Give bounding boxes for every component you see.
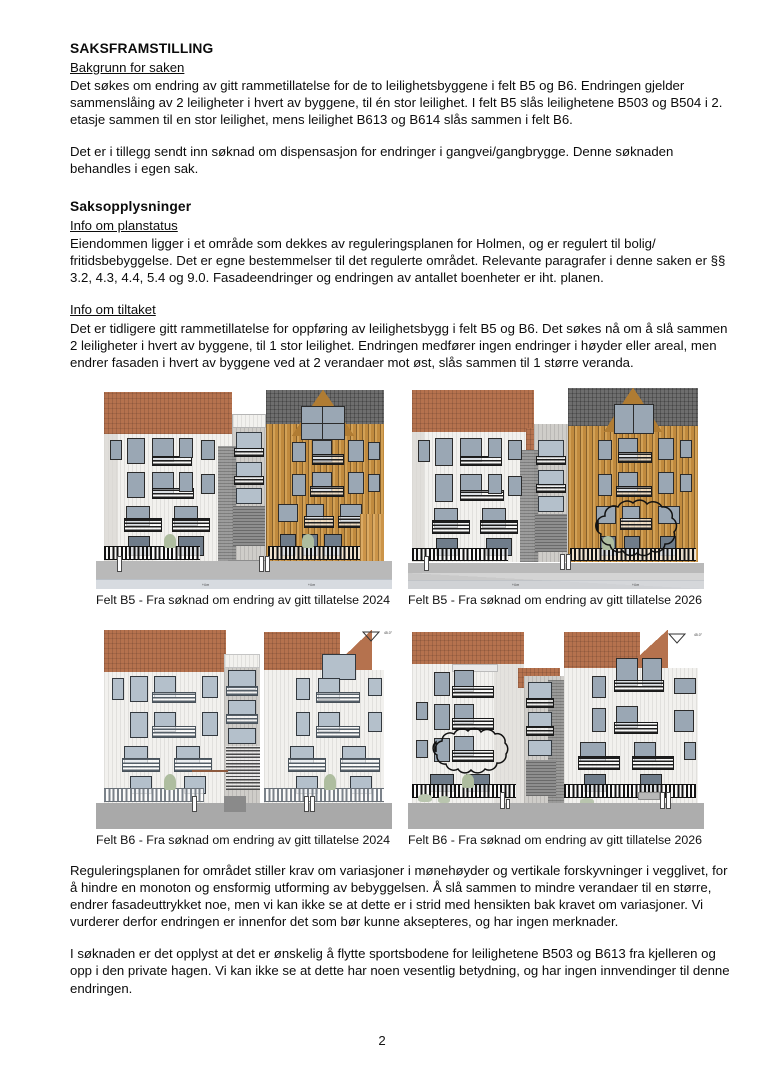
figure-caption: Felt B5 - Fra søknad om endring av gitt tillatelse 2026 (408, 593, 703, 607)
paragraph-closing-1: Reguleringsplanen for området stiller krav om variasjoner i mønehøyder og vertikale forskyvninger i vegglivet, for å hindre en monoton og ensformig utforming av bebyggelsen. Å slå sammen to mindre verandaer til en større, endrer fasadeuttrykket noe, men vi kan ikke se at dette er i strid med hensikten bak kravet om variasjoner. Vi vurderer derfor endringen er innenfor det som bør kunne aksepteres, og har ingen merknader. (70, 863, 728, 930)
slope-marker-label: 45.0° (694, 633, 702, 637)
slope-marker-icon (668, 632, 694, 650)
paragraph-bakgrunn-1: Det søkes om endring av gitt rammetillatelse for de to leilighetsbyggene i felt B5 og B6. Endringen gjelder sammenslåing av 2 leiligheter i hvert av byggene, til én stor leilighet. I felt B5 slås leilighetene B503 og B504 i 2. etasje sammen til en stor leilighet, mens leilighet B613 og B614 slås sammen i felt B6. (70, 77, 723, 127)
page-number: 2 (378, 1033, 386, 1048)
figure-felt-b5-2026 (408, 384, 704, 608)
figure-caption: Felt B5 - Fra søknad om endring av gitt tillatelse 2024 (96, 593, 391, 607)
document-body-lower (70, 862, 732, 997)
facade-drawing-b5-2024: +4 m +4 m (96, 384, 392, 589)
figure-grid (0, 384, 764, 848)
subheading-planstatus: Info om planstatus (70, 217, 178, 233)
facade-drawing-b6-2024 (96, 624, 392, 829)
heading-saksopplysninger: Saksopplysninger (70, 199, 192, 215)
document-body-upper (70, 40, 732, 371)
figure-felt-b6-2026 (408, 624, 704, 848)
paragraph-planstatus: Eiendommen ligger i et område som dekkes av reguleringsplanen for Holmen, og er regulert til bolig/ fritidsbebyggelse. Det er egne bestemmelser til det regulerte området. Relevante paragrafer i denne saken er §§ 3.2, 4.3, 4.4, 5.4 og 9.0. Fasadeendringer og endringen av antallet boenheter er iht. planen. (70, 236, 726, 286)
figure-caption: Felt B6 - Fra søknad om endring av gitt tillatelse 2024 (96, 833, 391, 847)
figure-felt-b6-2024 (96, 624, 392, 848)
facade-drawing-b5-2026: +4 m +4 m (408, 384, 704, 589)
facade-drawing-b6-2026 (408, 624, 704, 829)
paragraph-tiltaket: Det er tidligere gitt rammetillatelse for oppføring av leilighetsbygg i felt B5 og B6. Det søkes nå om å slå sammen 2 leiligheter i hvert av byggene, til 1 stor leilighet. Endringen medfører ingen endringer i høyder eller areal, men endrer fasaden i hvert av byggene ved at 2 verandaer mot øst, slås sammen til 1 større veranda. (70, 320, 728, 370)
subheading-tiltaket: Info om tiltaket (70, 302, 156, 318)
subheading-bakgrunn: Bakgrunn for saken (70, 59, 185, 75)
figure-felt-b5-2024 (96, 384, 392, 608)
paragraph-bakgrunn-2: Det er i tillegg sendt inn søknad om dispensasjon for endringer i gangvei/gangbrygge. Denne søknaden behandles i egen sak. (70, 144, 674, 177)
paragraph-closing-2: I søknaden er det opplyst at det er ønskelig å flytte sportsbodene for leilighetene B503 og B613 fra kjelleren og opp i den private hagen. Vi kan ikke se at dette har noen vesentlig betydning, og har ingen innvendinger til denne endringen. (70, 946, 730, 996)
figure-caption: Felt B6 - Fra søknad om endring av gitt tillatelse 2026 (408, 833, 703, 847)
page-title: SAKSFRAMSTILLING (70, 41, 214, 56)
slope-marker-label: 45.0° (384, 631, 392, 635)
